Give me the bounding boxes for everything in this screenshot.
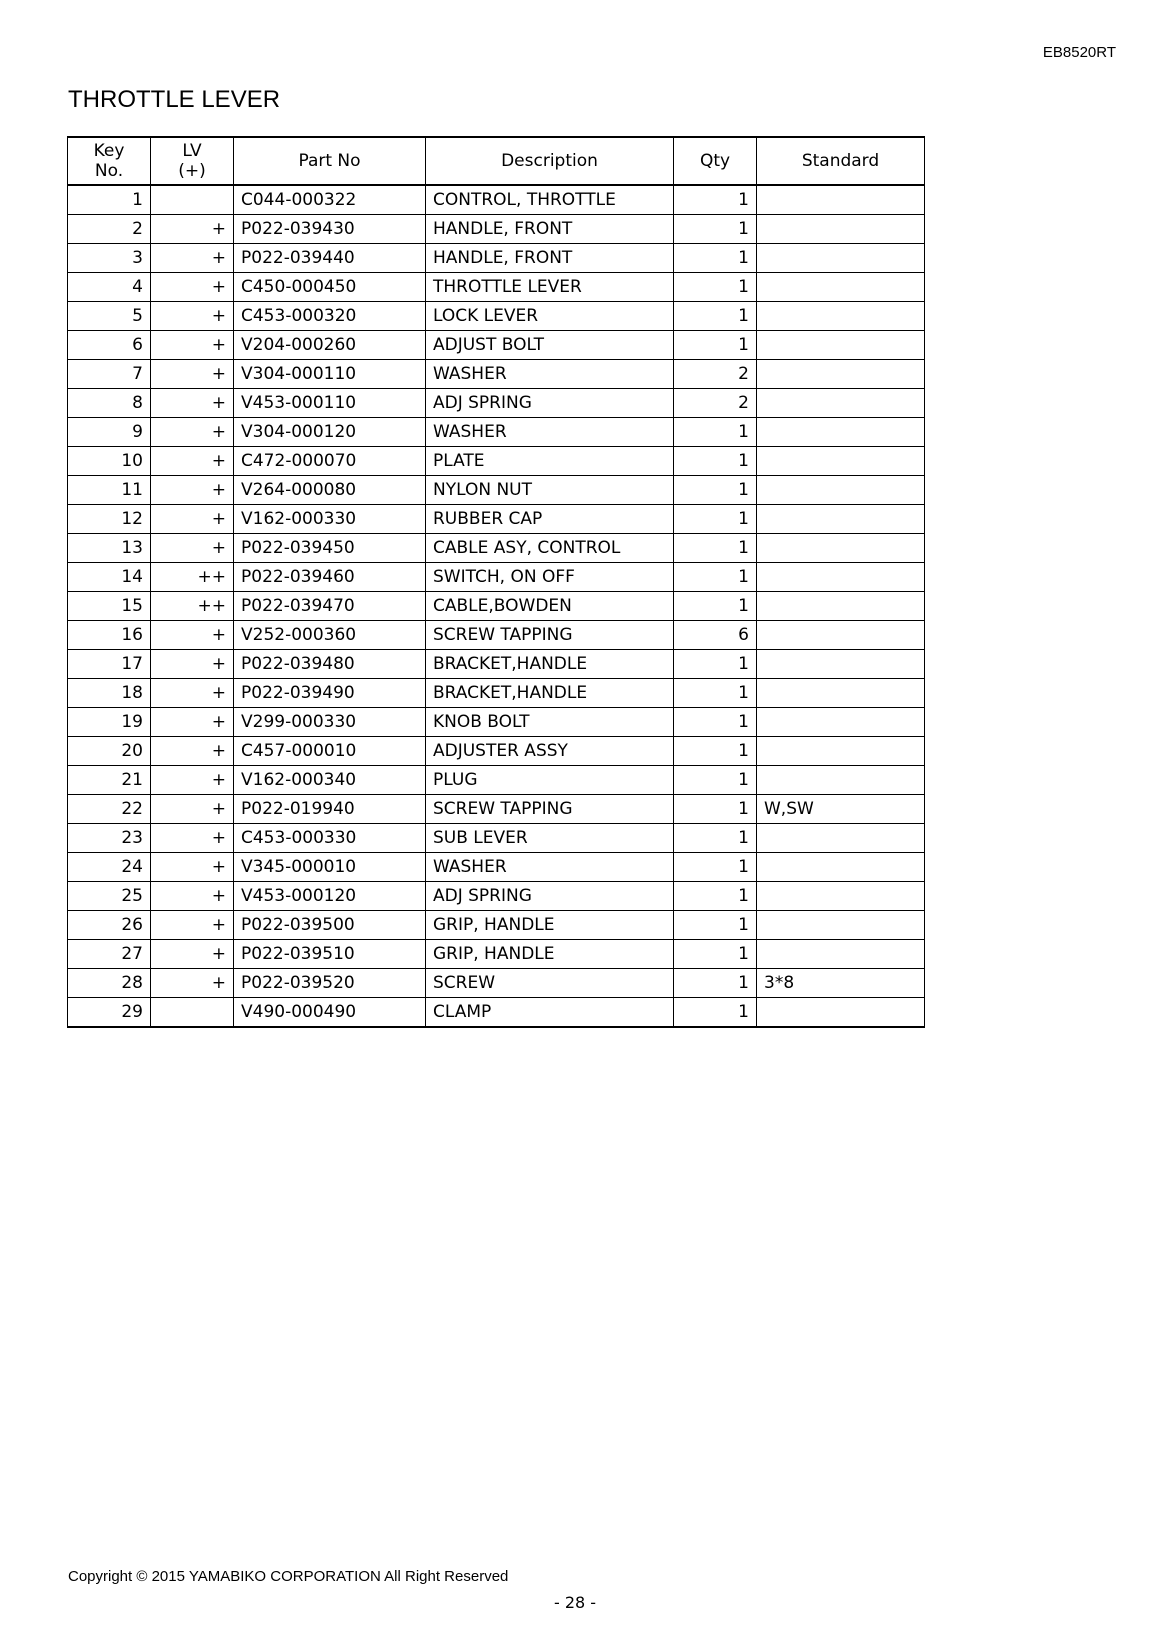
table-row — [68, 737, 925, 766]
cell-part-no: C472-000070 — [234, 447, 426, 476]
cell-key-no: 3 — [68, 244, 151, 273]
cell-lv: + — [151, 244, 234, 273]
table-row — [68, 708, 925, 737]
cell-part-no: V204-000260 — [234, 331, 426, 360]
cell-description: CLAMP — [426, 998, 674, 1028]
cell-description: NYLON NUT — [426, 476, 674, 505]
cell-key-no: 22 — [68, 795, 151, 824]
cell-key-no: 16 — [68, 621, 151, 650]
cell-lv: + — [151, 215, 234, 244]
table-row — [68, 940, 925, 969]
table-row — [68, 215, 925, 244]
cell-qty: 1 — [674, 331, 757, 360]
cell-standard — [757, 882, 925, 911]
cell-standard — [757, 679, 925, 708]
parts-table-body — [68, 185, 925, 1027]
cell-key-no: 9 — [68, 418, 151, 447]
cell-lv — [151, 185, 234, 215]
cell-lv: + — [151, 447, 234, 476]
cell-standard — [757, 650, 925, 679]
cell-qty: 2 — [674, 389, 757, 418]
cell-qty: 1 — [674, 882, 757, 911]
cell-qty: 1 — [674, 650, 757, 679]
table-row — [68, 360, 925, 389]
cell-description: ADJ SPRING — [426, 882, 674, 911]
cell-part-no: C044-000322 — [234, 185, 426, 215]
cell-part-no: P022-039470 — [234, 592, 426, 621]
cell-key-no: 1 — [68, 185, 151, 215]
cell-description: LOCK LEVER — [426, 302, 674, 331]
cell-lv: ++ — [151, 563, 234, 592]
cell-lv: + — [151, 360, 234, 389]
table-row — [68, 824, 925, 853]
cell-description: KNOB BOLT — [426, 708, 674, 737]
cell-key-no: 18 — [68, 679, 151, 708]
cell-part-no: V299-000330 — [234, 708, 426, 737]
cell-qty: 1 — [674, 563, 757, 592]
table-row — [68, 650, 925, 679]
cell-standard: W,SW — [757, 795, 925, 824]
cell-key-no: 14 — [68, 563, 151, 592]
cell-qty: 1 — [674, 215, 757, 244]
cell-qty: 1 — [674, 505, 757, 534]
cell-part-no: V453-000120 — [234, 882, 426, 911]
cell-qty: 1 — [674, 302, 757, 331]
table-row — [68, 998, 925, 1028]
cell-standard — [757, 940, 925, 969]
header-key-line1: Key — [93, 141, 125, 161]
cell-description: SCREW TAPPING — [426, 795, 674, 824]
cell-part-no: C457-000010 — [234, 737, 426, 766]
cell-standard — [757, 302, 925, 331]
cell-part-no: C450-000450 — [234, 273, 426, 302]
table-row — [68, 563, 925, 592]
cell-part-no: C453-000320 — [234, 302, 426, 331]
cell-lv: + — [151, 331, 234, 360]
cell-part-no: V162-000340 — [234, 766, 426, 795]
cell-description: CABLE ASY, CONTROL — [426, 534, 674, 563]
cell-key-no: 26 — [68, 911, 151, 940]
cell-qty: 1 — [674, 998, 757, 1028]
table-row — [68, 853, 925, 882]
page-title: THROTTLE LEVER — [68, 86, 281, 113]
cell-description: GRIP, HANDLE — [426, 911, 674, 940]
cell-standard — [757, 273, 925, 302]
table-row — [68, 882, 925, 911]
cell-qty: 1 — [674, 592, 757, 621]
cell-description: WASHER — [426, 360, 674, 389]
header-qty: Qty — [674, 137, 757, 185]
cell-standard — [757, 389, 925, 418]
cell-qty: 1 — [674, 476, 757, 505]
cell-standard — [757, 215, 925, 244]
parts-table — [67, 136, 925, 1028]
cell-description: HANDLE, FRONT — [426, 244, 674, 273]
cell-part-no: V490-000490 — [234, 998, 426, 1028]
header-part-no: Part No — [234, 137, 426, 185]
cell-key-no: 5 — [68, 302, 151, 331]
cell-part-no: P022-039480 — [234, 650, 426, 679]
cell-standard — [757, 998, 925, 1028]
table-row — [68, 447, 925, 476]
table-row — [68, 592, 925, 621]
cell-standard: 3*8 — [757, 969, 925, 998]
table-row — [68, 505, 925, 534]
cell-standard — [757, 244, 925, 273]
cell-lv: + — [151, 505, 234, 534]
table-row — [68, 185, 925, 215]
table-row — [68, 273, 925, 302]
table-row — [68, 795, 925, 824]
cell-part-no: C453-000330 — [234, 824, 426, 853]
cell-key-no: 20 — [68, 737, 151, 766]
cell-lv: + — [151, 969, 234, 998]
cell-description: PLATE — [426, 447, 674, 476]
cell-part-no: V453-000110 — [234, 389, 426, 418]
cell-description: BRACKET,HANDLE — [426, 650, 674, 679]
cell-description: HANDLE, FRONT — [426, 215, 674, 244]
cell-description: WASHER — [426, 853, 674, 882]
cell-description: SCREW TAPPING — [426, 621, 674, 650]
cell-key-no: 24 — [68, 853, 151, 882]
cell-description: RUBBER CAP — [426, 505, 674, 534]
cell-standard — [757, 418, 925, 447]
cell-lv: + — [151, 418, 234, 447]
cell-part-no: V304-000110 — [234, 360, 426, 389]
cell-key-no: 8 — [68, 389, 151, 418]
cell-part-no: P022-039460 — [234, 563, 426, 592]
cell-part-no: V162-000330 — [234, 505, 426, 534]
cell-description: THROTTLE LEVER — [426, 273, 674, 302]
table-row — [68, 621, 925, 650]
cell-standard — [757, 331, 925, 360]
cell-lv: + — [151, 824, 234, 853]
cell-description: SUB LEVER — [426, 824, 674, 853]
cell-description: CONTROL, THROTTLE — [426, 185, 674, 215]
cell-qty: 1 — [674, 418, 757, 447]
cell-qty: 1 — [674, 969, 757, 998]
cell-lv: + — [151, 737, 234, 766]
cell-key-no: 15 — [68, 592, 151, 621]
cell-qty: 1 — [674, 737, 757, 766]
table-header-row — [68, 137, 925, 185]
table-row — [68, 389, 925, 418]
cell-qty: 2 — [674, 360, 757, 389]
cell-standard — [757, 853, 925, 882]
cell-lv: + — [151, 882, 234, 911]
cell-qty: 6 — [674, 621, 757, 650]
cell-part-no: V264-000080 — [234, 476, 426, 505]
cell-key-no: 25 — [68, 882, 151, 911]
cell-lv: + — [151, 940, 234, 969]
table-row — [68, 969, 925, 998]
cell-key-no: 4 — [68, 273, 151, 302]
cell-key-no: 10 — [68, 447, 151, 476]
cell-qty: 1 — [674, 824, 757, 853]
cell-description: GRIP, HANDLE — [426, 940, 674, 969]
cell-standard — [757, 621, 925, 650]
table-row — [68, 418, 925, 447]
cell-standard — [757, 534, 925, 563]
cell-description: ADJUST BOLT — [426, 331, 674, 360]
cell-qty: 1 — [674, 244, 757, 273]
cell-qty: 1 — [674, 853, 757, 882]
cell-description: SCREW — [426, 969, 674, 998]
cell-part-no: P022-039440 — [234, 244, 426, 273]
cell-lv: + — [151, 534, 234, 563]
cell-part-no: V304-000120 — [234, 418, 426, 447]
cell-lv: + — [151, 302, 234, 331]
cell-key-no: 27 — [68, 940, 151, 969]
cell-lv: + — [151, 679, 234, 708]
cell-standard — [757, 563, 925, 592]
cell-standard — [757, 592, 925, 621]
cell-key-no: 13 — [68, 534, 151, 563]
cell-qty: 1 — [674, 185, 757, 215]
cell-standard — [757, 708, 925, 737]
cell-description: SWITCH, ON OFF — [426, 563, 674, 592]
cell-key-no: 28 — [68, 969, 151, 998]
cell-part-no: P022-039520 — [234, 969, 426, 998]
cell-description: WASHER — [426, 418, 674, 447]
cell-qty: 1 — [674, 940, 757, 969]
table-row — [68, 244, 925, 273]
cell-standard — [757, 476, 925, 505]
header-description: Description — [426, 137, 674, 185]
cell-part-no: P022-039510 — [234, 940, 426, 969]
cell-key-no: 23 — [68, 824, 151, 853]
cell-lv: + — [151, 650, 234, 679]
cell-qty: 1 — [674, 273, 757, 302]
cell-standard — [757, 360, 925, 389]
copyright-notice: Copyright © 2015 YAMABIKO CORPORATION All Right Reserved — [68, 1568, 509, 1585]
cell-key-no: 11 — [68, 476, 151, 505]
cell-lv: + — [151, 853, 234, 882]
cell-description: ADJ SPRING — [426, 389, 674, 418]
header-lv-line1: LV — [182, 141, 202, 161]
header-standard: Standard — [757, 137, 925, 185]
table-row — [68, 766, 925, 795]
cell-key-no: 17 — [68, 650, 151, 679]
cell-description: CABLE,BOWDEN — [426, 592, 674, 621]
table-row — [68, 911, 925, 940]
cell-part-no: P022-039430 — [234, 215, 426, 244]
cell-standard — [757, 185, 925, 215]
cell-lv: + — [151, 476, 234, 505]
cell-lv: ++ — [151, 592, 234, 621]
cell-qty: 1 — [674, 708, 757, 737]
cell-part-no: P022-039500 — [234, 911, 426, 940]
header-key-line2: No. — [94, 161, 124, 181]
header-lv — [151, 137, 234, 185]
cell-key-no: 6 — [68, 331, 151, 360]
cell-qty: 1 — [674, 766, 757, 795]
cell-key-no: 19 — [68, 708, 151, 737]
page-number: - 28 - — [553, 1593, 597, 1612]
cell-lv: + — [151, 766, 234, 795]
cell-standard — [757, 505, 925, 534]
cell-description: ADJUSTER ASSY — [426, 737, 674, 766]
cell-lv — [151, 998, 234, 1028]
cell-part-no: V345-000010 — [234, 853, 426, 882]
cell-qty: 1 — [674, 534, 757, 563]
cell-key-no: 2 — [68, 215, 151, 244]
cell-standard — [757, 737, 925, 766]
cell-description: PLUG — [426, 766, 674, 795]
table-row — [68, 476, 925, 505]
cell-key-no: 12 — [68, 505, 151, 534]
cell-qty: 1 — [674, 911, 757, 940]
cell-lv: + — [151, 795, 234, 824]
cell-part-no: V252-000360 — [234, 621, 426, 650]
table-row — [68, 331, 925, 360]
cell-lv: + — [151, 911, 234, 940]
header-lv-line2: (+) — [178, 161, 206, 181]
cell-qty: 1 — [674, 679, 757, 708]
cell-standard — [757, 447, 925, 476]
cell-lv: + — [151, 273, 234, 302]
cell-part-no: P022-039450 — [234, 534, 426, 563]
cell-lv: + — [151, 708, 234, 737]
table-row — [68, 679, 925, 708]
cell-qty: 1 — [674, 447, 757, 476]
cell-part-no: P022-019940 — [234, 795, 426, 824]
cell-standard — [757, 911, 925, 940]
cell-key-no: 21 — [68, 766, 151, 795]
cell-key-no: 7 — [68, 360, 151, 389]
cell-lv: + — [151, 389, 234, 418]
table-row — [68, 534, 925, 563]
cell-standard — [757, 766, 925, 795]
table-row — [68, 302, 925, 331]
cell-standard — [757, 824, 925, 853]
cell-description: BRACKET,HANDLE — [426, 679, 674, 708]
model-code: EB8520RT — [1042, 44, 1116, 61]
header-key-no — [68, 137, 151, 185]
cell-lv: + — [151, 621, 234, 650]
cell-part-no: P022-039490 — [234, 679, 426, 708]
cell-key-no: 29 — [68, 998, 151, 1028]
cell-qty: 1 — [674, 795, 757, 824]
